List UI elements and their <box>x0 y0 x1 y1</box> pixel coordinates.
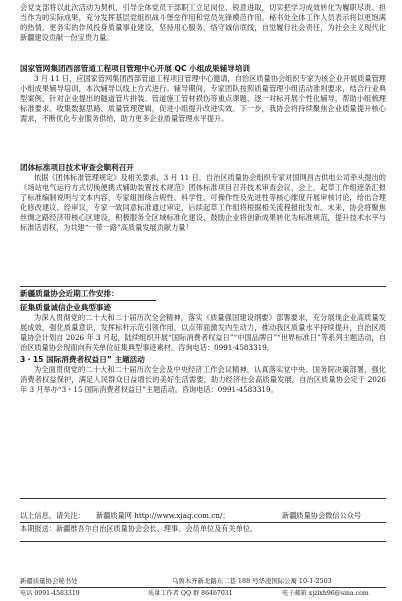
intro-text: 会党支部将以此次活动为契机，引导全体党员干部职工立足岗位、锐意进取，切实把学习成效转化为履职尽责、担当作为的实际成果，充分发挥基层党组织战斗堡垒作用和党员先锋模范作用。秘书处全体工作人员表示将以更饱满的热情、更务实的作风投身质量事业建设，坚持用心服务、恪守诚信底线，自觉履行社会责任，为社会主义现代化新疆建设贡献一份宝贵力量。 <box>20 3 386 42</box>
contact-qq-group: 质量工作者 QQ 群 86467031 <box>148 590 233 597</box>
divider <box>20 286 386 287</box>
footer-website-link[interactable]: 新疆质量网 http://www.xjaq.com.cn/； <box>96 511 230 520</box>
section-body-qc-training: 3 月 11 日，应国家管网集团西部管道工程项目管理中心邀请，自治区质量协会组织专家为该企业开展质量管理小组成果辅导培训，本次辅导以线上方式进行。辅导期间，专家团队按照质量管理小组活动准则要求，结合行业典型案例，针对企业提出的隧道管片拼装、管道施工管材损伤等重点课题，逐一对标开展个性化辅导，帮助小组梳理标准要求、收集数据思路、质量管理逻辑，促进小组提升改进实效。下一步，我协会将持续聚焦企业质量提升核心需求，不断优化专业服务供给，助力更多企业质量管理水平提升。 <box>20 74 386 123</box>
divider <box>20 541 386 542</box>
section-standard-review <box>20 163 386 233</box>
footer-links <box>20 510 386 521</box>
footer-links-label: 以上信息，请关注： <box>20 511 85 520</box>
masthead <box>20 576 386 587</box>
section-title-standard-review: 团体标准项目技术审查会顺利召开 <box>20 163 134 172</box>
contact-email[interactable]: 电子邮箱 xjzlxh96@sina.com <box>282 590 369 597</box>
footer-wechat-account: 新疆质量协会微信公众号 <box>282 511 362 520</box>
newsletter-page <box>20 0 386 601</box>
divider <box>20 522 386 523</box>
intro-paragraph <box>20 3 386 43</box>
section-upcoming-work <box>20 289 386 395</box>
subsection-body-integrity: 为深入贯彻党的二十大和二十届历次全会精神，落实《质量强国建设纲要》部署要求，充分展现企业高质量发展成效，强化质量意识，发挥标杆示范引领作用，以点带面激发内生动力，推动我区质量水平持续提升，自治区质量协会计划自 2026 年 3 月起，陆续组织开展“国际消费者权益日”“中国品牌日”“世界标准日”等系列主题活动，自治区质量协会现面向有关单位征集典型事迹素材。咨询电话：0991-4583319。 <box>20 313 386 352</box>
section-body-standard-review: 依据《团体标准管理规定》及相关要求，3 月 11 日，自治区质量协会组织专家对国网昌吉供电公司牵头提出的《场站电气运行方式切换便携式辅助装置技术规范》团体标准项目召开技术审查会议，会上，起草工作组逐条汇报了标准编制说明与文本内容，专家组围绕合规性、科学性、可操作性及先进性等核心维度开展审核讨论，给出合理化修改建议，经审议，专家一致同意标准通过审定，后续起草工作组将根据相关流程报批发布。未来，协会将聚焦丝绸之路经济带核心区建设，积极服务全区域标准化建设，鼓励企业将创新成果转化为标准规范，提升技术水平与标准话语权，为共建“一带一路”高质量发展贡献力量！ <box>20 173 386 232</box>
footer-note: 本期报送：新疆维吾尔自治区质量协会会长、理事、会员单位及有关单位。 <box>20 524 258 533</box>
section-title-qc-training: 国家管网集团西部管道工程项目管理中心开展 QC 小组成果辅导培训 <box>20 64 250 73</box>
masthead-org: 新疆质量协会秘书处 <box>20 577 78 585</box>
subsection-title-consumer-day: 3・15 国际消费者权益日” 主题活动 <box>20 355 145 364</box>
section-qc-training <box>20 64 386 124</box>
subsection-body-consumer-day: 为全面贯彻党的二十大和二十届历次全会及中央经济工作会议精神，认真落实党中央、国务院决策部署，强化消费者权益保护，满足人民群众日益增长的美好生活需要，助力经济社会高质量发展，自治区质量协会定于 2026 年 3 月举办“3・15 国际消费者权益日”主题活动。咨询电话：0991-4583319。 <box>20 365 386 394</box>
divider <box>20 498 386 499</box>
contacts <box>20 588 386 599</box>
contact-phone: 电话 0991-4583319 <box>20 590 80 597</box>
subsection-title-integrity: 征集质量诚信企业典型事迹 <box>20 303 112 312</box>
masthead-address: 乌鲁木齐新北路东二巷 188 号华凌国际公寓 10-1-2503 <box>172 577 332 585</box>
section-title-upcoming-work: 新疆质量协会近期工作安排： <box>20 289 156 301</box>
